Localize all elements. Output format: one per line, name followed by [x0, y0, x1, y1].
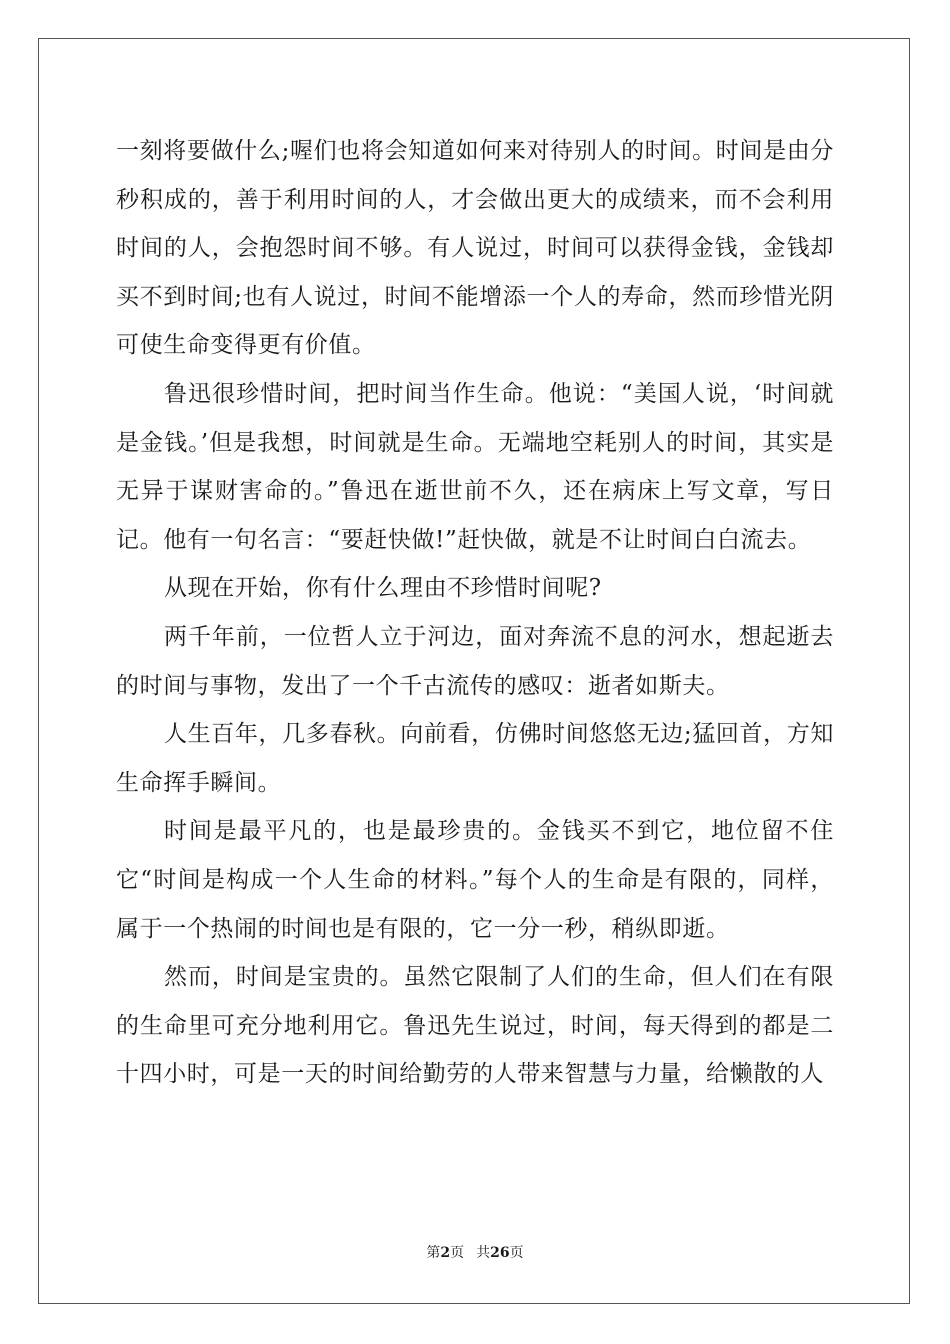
paragraph-3: 从现在开始，你有什么理由不珍惜时间呢?	[164, 575, 602, 602]
paragraph-6: 时间是最平凡的，也是最珍贵的。金钱买不到它，地位留不住它“时间是构成一个人生命的材料。”每个人的生命是有限的，同样，属于一个热闹的时间也是有限的，它一分一秒，稍纵即逝。	[116, 818, 834, 942]
paragraph-2: 鲁迅很珍惜时间，把时间当作生命。他说：“美国人说，‘时间就是金钱。’但是我想，时间就是生命。无端地空耗别人的时间，其实是无异于谋财害命的。”鲁迅在逝世前不久，还在病床上写文章，写日记。他有一句名言：“要赶快做!”赶快做，就是不让时间白白流去。	[116, 380, 834, 553]
paragraph-5: 人生百年，几多春秋。向前看，仿佛时间悠悠无边;猛回首，方知生命挥手瞬间。	[116, 721, 834, 796]
paragraph-1: 一刻将要做什么;喔们也将会知道如何来对待别人的时间。时间是由分秒积成的，善于利用时间的人，才会做出更大的成绩来，而不会利用时间的人，会抱怨时间不够。有人说过，时间可以获得金钱，金钱却买不到时间;也有人说过，时间不能增添一个人的寿命，然而珍惜光阴可使生命变得更有价值。	[116, 138, 834, 359]
document-body	[116, 127, 834, 1099]
page-footer	[0, 1242, 950, 1262]
paragraph-4: 两千年前，一位哲人立于河边，面对奔流不息的河水，想起逝去的时间与事物，发出了一个千古流传的感叹：逝者如斯夫。	[116, 623, 834, 699]
page-number-indicator: 第2页	[426, 1245, 465, 1261]
total-pages-indicator: 共26页	[476, 1245, 524, 1261]
paragraph-7: 然而，时间是宝贵的。虽然它限制了人们的生命，但人们在有限的生命里可充分地利用它。鲁迅先生说过，时间，每天得到的都是二十四小时，可是一天的时间给勤劳的人带来智慧与力量，给懒散的人	[116, 964, 834, 1088]
